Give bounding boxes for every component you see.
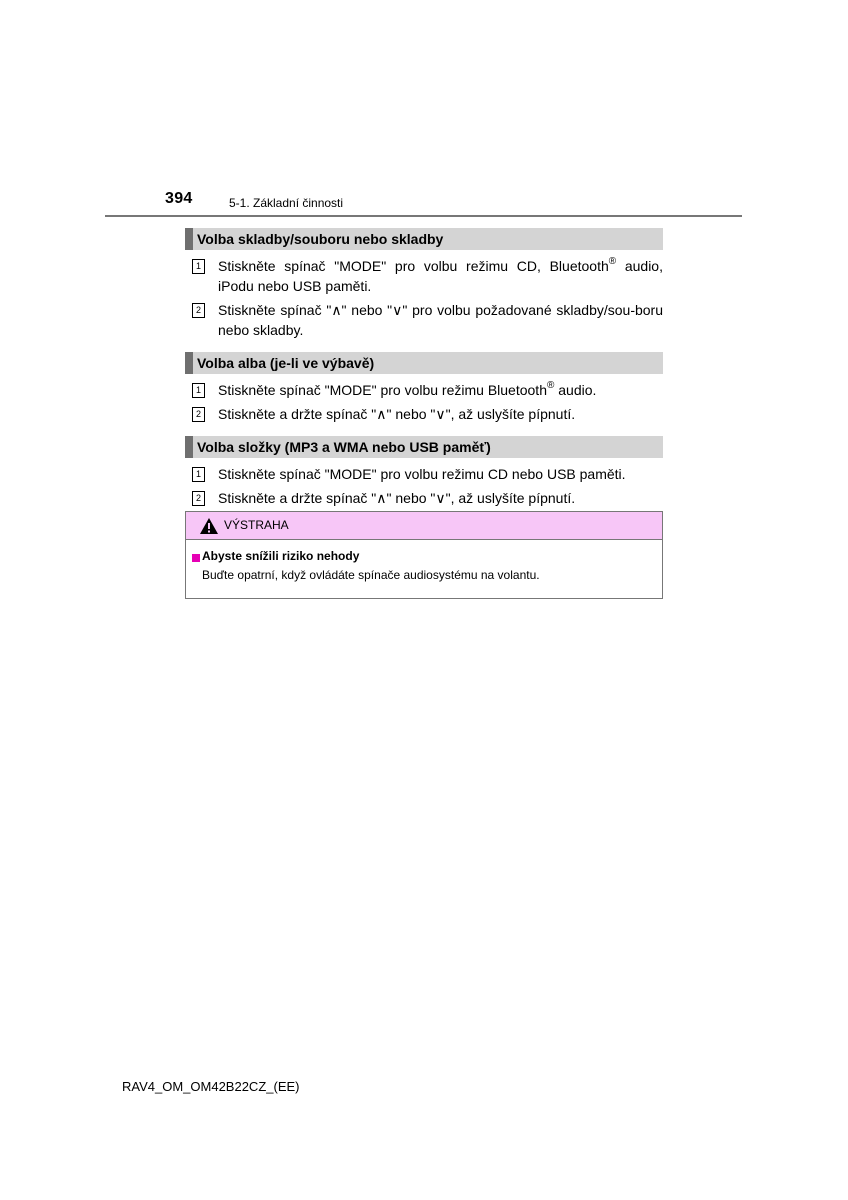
step-text: Stiskněte spínač "MODE" pro volbu režimu CD, Bluetooth (218, 258, 609, 274)
main-content (185, 228, 663, 508)
chapter-title: 5-1. Základní činnosti (229, 196, 344, 210)
step-text: Stiskněte spínač "∧" nebo "∨" pro volbu požadované skladby/sou-boru nebo skladby. (218, 302, 663, 338)
step-item (189, 488, 663, 508)
step-number: 1 (192, 383, 205, 398)
footer-code: RAV4_OM_OM42B22CZ_(EE) (122, 1079, 300, 1094)
header-divider (105, 215, 742, 217)
warning-text: Buďte opatrní, když ovládáte spínače audiosystému na volantu. (202, 568, 540, 582)
step-item (189, 380, 663, 400)
step-number: 2 (192, 491, 205, 506)
step-number: 1 (192, 467, 205, 482)
step-item (189, 256, 663, 296)
step-number: 1 (192, 259, 205, 274)
warning-triangle-icon (199, 517, 219, 535)
warning-header (186, 512, 662, 540)
warning-box (185, 511, 663, 599)
warning-marker-square (192, 554, 200, 562)
step-number: 2 (192, 407, 205, 422)
warning-title: Abyste snížili riziko nehody (202, 549, 360, 563)
registered-mark: ® (608, 256, 617, 268)
section-heading: Volba skladby/souboru nebo skladby (185, 228, 663, 250)
step-text: Stiskněte a držte spínač "∧" nebo "∨", až uslyšíte pípnutí. (218, 490, 576, 506)
section-heading: Volba alba (je-li ve výbavě) (185, 352, 663, 374)
step-item (189, 300, 663, 340)
step-number: 2 (192, 303, 205, 318)
warning-label: VÝSTRAHA (224, 518, 289, 532)
step-text-continued: audio. (554, 382, 597, 398)
page-number: 394 (165, 190, 193, 207)
step-item (189, 404, 663, 424)
step-text-continued: audio, iPodu nebo USB paměti. (218, 258, 663, 294)
step-text: Stiskněte spínač "MODE" pro volbu režimu CD nebo USB paměti. (218, 466, 626, 482)
step-text: Stiskněte spínač "MODE" pro volbu režimu Bluetooth (218, 382, 547, 398)
registered-mark: ® (546, 380, 555, 392)
step-item (189, 464, 663, 484)
step-text: Stiskněte a držte spínač "∧" nebo "∨", až uslyšíte pípnutí. (218, 406, 576, 422)
section-heading: Volba složky (MP3 a WMA nebo USB paměť) (185, 436, 663, 458)
